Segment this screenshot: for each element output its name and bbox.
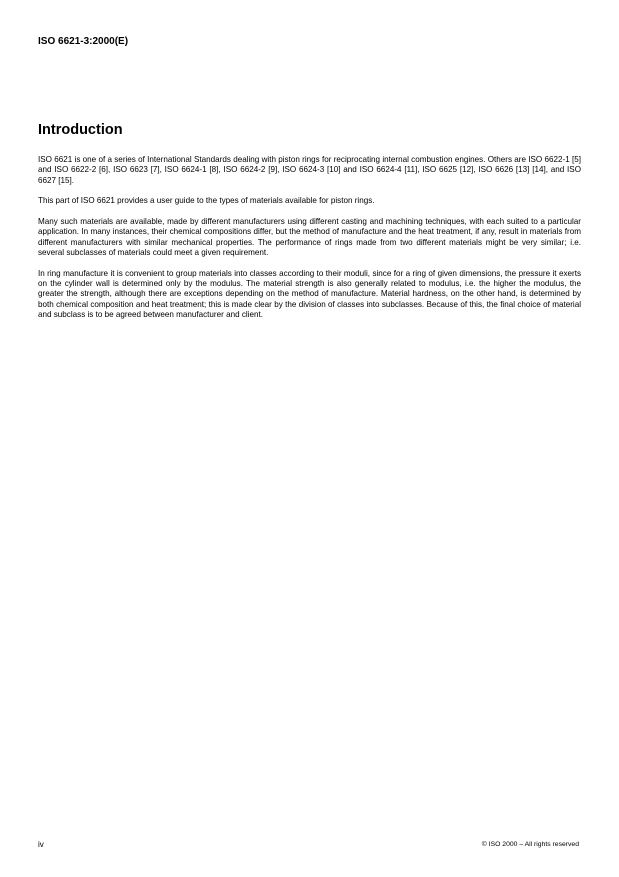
paragraph: Many such materials are available, made by different manufacturers using different casting and machining techniques, with each suited to a particular application. In many instances, their chemical compositions differ, but the method of manufacture and the heat treatment, if any, result in materials from different manufacturers with similar mechanical properties. The performance of rings made from two different materials might be very similar; i.e. several subclasses of materials could meet a given requirement. <box>38 217 581 258</box>
section-body <box>38 155 581 331</box>
paragraph: ISO 6621 is one of a series of International Standards dealing with piston rings for reciprocating internal combustion engines. Others are ISO 6622-1 [5] and ISO 6622-2 [6], ISO 6623 [7], ISO 6624-1 [8], ISO 6624-2 [9], ISO 6624-3 [10] and ISO 6624-4 [11], ISO 6625 [12], ISO 6626 [13] [14], and ISO 6627 [15]. <box>38 155 581 185</box>
section-title: Introduction <box>38 122 123 138</box>
copyright-notice: © ISO 2000 – All rights reserved <box>481 841 579 848</box>
page-number: iv <box>38 840 44 849</box>
paragraph: This part of ISO 6621 provides a user guide to the types of materials available for piston rings. <box>38 196 375 206</box>
paragraph: In ring manufacture it is convenient to group materials into classes according to their moduli, since for a ring of given dimensions, the pressure it exerts on the cylinder wall is determined only by the modulus. The material strength is also generally related to modulus, i.e. the higher the modulus, the greater the strength, although there are exceptions depending on the method of manufacture. Material hardness, on the other hand, is determined by both chemical composition and heat treatment; this is made clear by the division of classes into subclasses. Because of this, the final choice of material and subclass is to be agreed between manufacturer and client. <box>38 268 581 320</box>
document-header-id: ISO 6621-3:2000(E) <box>38 36 129 47</box>
